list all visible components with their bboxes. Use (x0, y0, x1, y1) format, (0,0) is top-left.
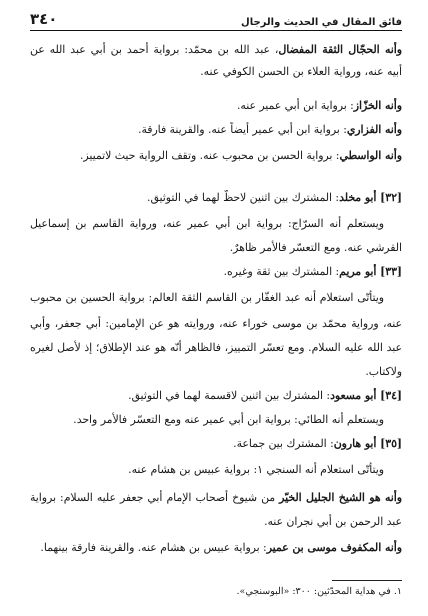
entry-text: : برواية الحسن بن محبوب عنه. وتقف الرواية حيث لاتمييز. (79, 149, 340, 162)
entry-name: وأنه المكفوف موسى بن عمير (266, 541, 402, 554)
text-line (30, 98, 402, 114)
text-line (30, 462, 402, 478)
text-line (30, 290, 402, 306)
entry-text: القرشي عنه. ومع التعسّر فالأمر ظاهرٌ. (229, 241, 402, 254)
text-line (30, 240, 402, 256)
entry-name: وأنه هو الشيخ الجليل الخيّر (279, 491, 402, 504)
text-line (30, 436, 402, 452)
entry-text: عبد الرحمن بن أبي نجران عنه. (264, 515, 402, 528)
entry-heading: [٣٢] أبو مخلد (339, 191, 402, 204)
book-title: فائق المقال في الحديث والرجال (241, 17, 402, 28)
text-line (30, 490, 402, 506)
page-number: ٣٤٠ (30, 10, 58, 28)
entry-text: ويتأتّى استعلام أنه السنجي ١: برواية عبيس بن هشام عنه. (128, 463, 384, 476)
entry-text: : المشترك بين جماعة. (233, 437, 334, 450)
entry-name: وأنه الحجّال الثقة المفضال (278, 43, 402, 56)
text-line (30, 64, 402, 80)
footnote: ١. في هداية المحدّثين: ٣٠٠: «البوسنجي». (236, 586, 402, 597)
entry-text: : المشترك بين ثقة وغيره. (223, 265, 340, 278)
entry-text: ، عبد الله بن محمّد: برواية أحمد بن أبي عبد الله عن (30, 43, 279, 56)
text-line (30, 42, 402, 58)
entry-text: : المشترك بين اثنين لاحظّ لهما في التوثيق. (147, 191, 340, 204)
text-line (30, 340, 402, 356)
text-line (30, 540, 402, 556)
entry-text: : برواية عبيس بن هشام عنه. والقرينة فارقة بينهما. (40, 541, 267, 554)
entry-text: : المشترك بين اثنين لاقسمة لهما في التوثيق. (128, 389, 331, 402)
text-line (30, 148, 402, 164)
entry-text: : برواية ابن أبي عمير أيضاً عنه. والقرينة فارقة. (138, 123, 347, 136)
entry-name: وأنه الفزاري (346, 123, 402, 136)
text-line (30, 216, 402, 232)
entry-text: ويستعلم أنه الطائي: برواية ابن أبي عمير عنه ومع التعسّر فالأمر واحد. (73, 413, 384, 426)
entry-text: عنه، ورواية محمّد بن موسى خوراء عنه، وروايته هو عن الإمامين: أبي جعفر، وأبي (30, 317, 402, 330)
text-line (30, 388, 402, 404)
entry-text: ولاكتاب. (365, 365, 402, 378)
text-line (30, 514, 402, 530)
entry-heading: [٣٥] أبو هارون (333, 437, 402, 450)
entry-name: وأنه الخزّاز (353, 99, 402, 112)
text-line (30, 122, 402, 138)
text-line (30, 412, 402, 428)
text-line (30, 264, 402, 280)
text-line (30, 364, 402, 380)
entry-text: ويتأتّى استعلام أنه عبد الغفّار بن القاسم الثقة العالم: برواية الحسين بن محبوب (30, 291, 384, 304)
entry-text: من شيوخ أصحاب الإمام أبي جعفر عليه السلام: برواية (30, 491, 280, 504)
entry-text: : برواية ابن أبي عمير عنه. (236, 99, 354, 112)
entry-heading: [٣٣] أبو مريم (339, 265, 402, 278)
entry-name: وأنه الواسطي (339, 149, 402, 162)
footnote-divider (332, 580, 402, 581)
entry-text: عبد الله عليه السلام. ومع تعسّر التمييز، فالظاهر أنّه هو عند الإطلاق؛ إذ لأصل لغيره (30, 341, 402, 354)
entry-text: أبيه عنه، ورواية العلاء بن الحسن الكوفي عنه. (200, 65, 402, 78)
text-line (30, 316, 402, 332)
entry-text: ويستعلم أنه السرّاج: برواية ابن أبي عمير عنه، ورواية القاسم بن إسماعيل (30, 217, 384, 230)
text-line (30, 190, 402, 206)
running-header (30, 4, 402, 31)
entry-heading: [٣٤] أبو مسعود (330, 389, 402, 402)
